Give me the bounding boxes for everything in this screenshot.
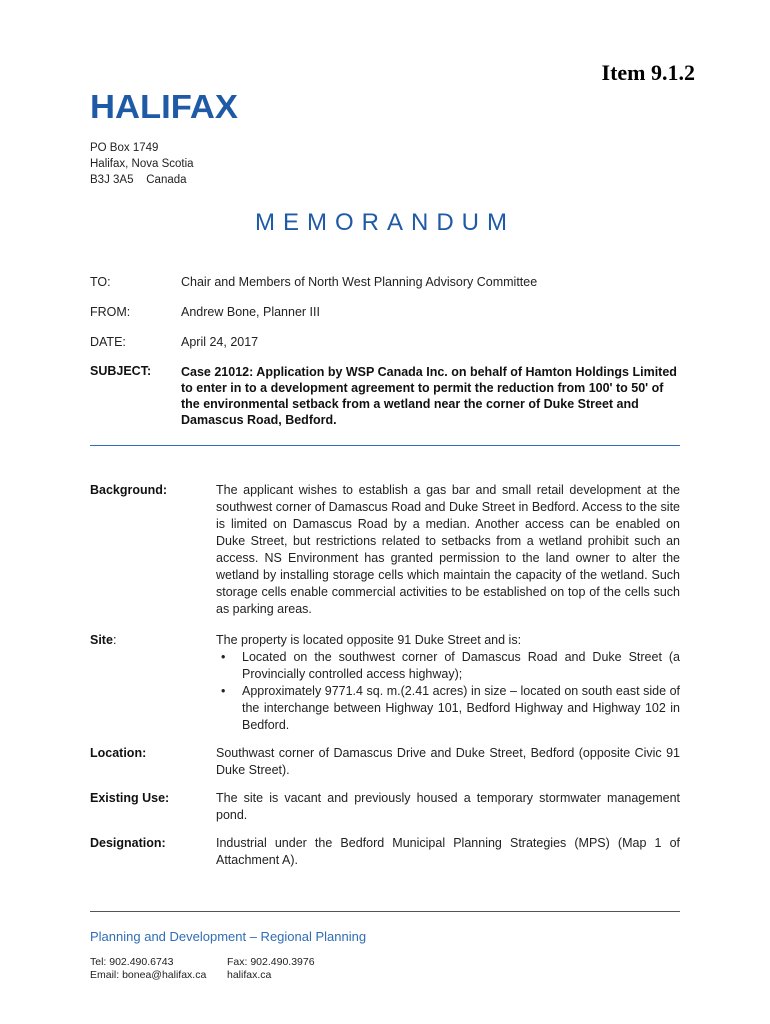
list-item [216,683,680,734]
background-text: The applicant wishes to establish a gas bar and small retail development at the southwest corner of Damascus Road and Duke Street in Bedford. Access to the site is limited on Damascus Road by a median. Another access can be enabled on Duke Street, but restrictions related to setbacks from a wetland prohibit such an access. NS Environment has granted permission to the land owner to alter the wetland by installing storage cells which maintain the capacity of the wetland. Such storage cells enable commercial activities to be established on top of the cells such as parking areas. [216,483,680,616]
existing-use-text: The site is vacant and previously housed a temporary stormwater management pond. [216,791,680,822]
site-label-colon: : [112,633,117,647]
designation-text: Industrial under the Bedford Municipal Planning Strategies (MPS) (Map 1 of Attachment A). [216,836,680,867]
existing-use-label: Existing Use: [90,791,170,805]
header-divider [90,445,680,446]
site-label [90,633,116,647]
halifax-logo-text: HALIFAX [90,90,238,122]
footer-divider [90,911,680,912]
from-value: Andrew Bone, Planner III [181,305,320,319]
footer-fax: Fax: 902.490.3976 [227,956,315,968]
item-number: Item 9.1.2 [601,60,695,85]
list-item-text: Approximately 9771.4 sq. m.(2.41 acres) in size – located on south east side of the interchange between Highway 101, Bedford Highway and Highway 102 in Bedford. [242,684,680,732]
address-line: B3J 3A5 Canada [90,174,187,186]
bullet-icon: • [221,650,226,664]
designation-label: Designation: [90,836,166,850]
subject-value: Case 21012: Application by WSP Canada Inc. on behalf of Hamton Holdings Limited to enter in to a development agreement to permit the reduction from 100' to 50' of the environmental setback from a wetland near the corner of Duke Street and Damascus Road, Bedford. [181,365,677,427]
from-label: FROM: [90,305,131,319]
footer-web: halifax.ca [227,969,272,981]
address-line: PO Box 1749 [90,142,159,154]
background-label: Background: [90,483,168,497]
location-text: Southwast corner of Damascus Drive and Duke Street, Bedford (opposite Civic 91 Duke Street). [216,746,680,777]
footer-department: Planning and Development – Regional Planning [90,929,367,944]
site-label-text: Site [90,633,113,647]
subject-label: SUBJECT: [90,364,152,378]
to-value: Chair and Members of North West Planning Advisory Committee [181,275,538,289]
site-body [216,632,680,734]
site-bullet-list [216,649,680,734]
memo-title: MEMORANDUM [255,209,515,236]
footer-contact-secondary [227,956,315,982]
footer-contact [90,956,206,982]
date-value: April 24, 2017 [181,335,259,349]
bullet-icon: • [221,684,226,698]
address-block [90,140,194,188]
footer-tel: Tel: 902.490.6743 [90,956,174,968]
halifax-logo [90,90,240,122]
address-line: Halifax, Nova Scotia [90,158,194,170]
footer-email: Email: bonea@halifax.ca [90,969,207,981]
location-label: Location: [90,746,147,760]
site-intro: The property is located opposite 91 Duke Street and is: [216,633,522,647]
list-item-text: Located on the southwest corner of Damascus Road and Duke Street (a Provincially controlled access highway); [242,650,680,681]
date-label: DATE: [90,335,126,349]
list-item [216,649,680,683]
to-label: TO: [90,275,111,289]
